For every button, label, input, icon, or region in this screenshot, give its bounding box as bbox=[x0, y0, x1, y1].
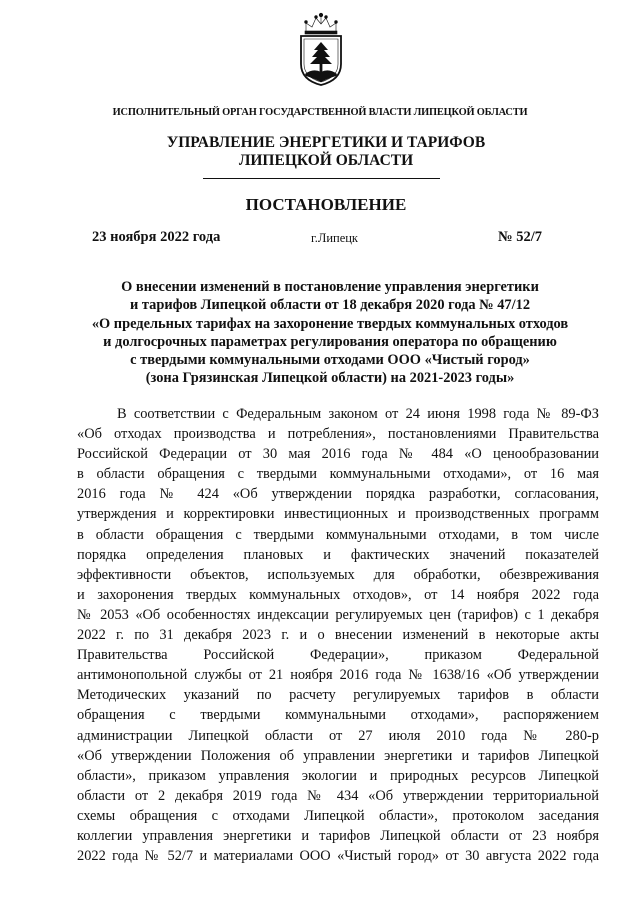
body-line: Методических указаний по расчету регулируемых тарифов в области bbox=[77, 687, 599, 704]
title-line: (зона Грязинская Липецкой области) на 2021-2023 годы» bbox=[145, 370, 515, 387]
title-line: «О предельных тарифах на захоронение твердых коммунальных отходов bbox=[91, 315, 569, 332]
body-line: Правительства Российской Федерации», приказом Федеральной bbox=[77, 647, 599, 664]
executive-body-label: ИСПОЛНИТЕЛЬНЫЙ ОРГАН ГОСУДАРСТВЕННОЙ ВЛАСТИ ЛИПЕЦКОЙ ОБЛАСТИ bbox=[112, 107, 528, 118]
coat-of-arms-icon bbox=[296, 12, 346, 86]
body-line: в области обращения с твердыми коммунальными отходами, в том числе bbox=[77, 526, 599, 543]
body-line: коллегии управления энергетики и тарифов Липецкой области от 23 ноября bbox=[77, 827, 599, 844]
body-line: схемы обращения с отходами Липецкой области», протоколом заседания bbox=[77, 807, 599, 824]
title-line: с твердыми коммунальными отходами ООО «Чистый город» bbox=[130, 352, 530, 369]
header-divider bbox=[203, 178, 440, 179]
title-line: и долгосрочных параметрах регулирования оператора по обращению bbox=[103, 333, 557, 350]
body-line: порядка определения плановых и фактических значений показателей bbox=[77, 546, 599, 563]
body-line: области», приказом управления экологии и природных ресурсов Липецкой bbox=[77, 767, 599, 784]
body-line: № 2053 «Об особенностях индексации регулируемых цен (тарифов) с 1 декабря bbox=[77, 606, 599, 623]
document-city: г.Липецк bbox=[311, 231, 359, 245]
body-line: В соответствии с Федеральным законом от 24 июня 1998 года № 89-ФЗ bbox=[117, 406, 599, 422]
department-name-line: ЛИПЕЦКОЙ ОБЛАСТИ bbox=[238, 152, 414, 169]
document-type-title: ПОСТАНОВЛЕНИЕ bbox=[245, 195, 407, 214]
body-line: «Об утверждении Положения об управлении энергетики и тарифов Липецкой bbox=[77, 747, 599, 764]
document-number: № 52/7 bbox=[498, 229, 542, 245]
body-line: 2022 года № 52/7 и материалами ООО «Чистый город» от 30 августа 2022 года bbox=[77, 848, 599, 865]
body-line: эффективности объектов, используемых для обработки, обезвреживания bbox=[77, 566, 599, 583]
body-line: администрации Липецкой области от 27 июля 2010 года № 280-р bbox=[77, 727, 599, 744]
department-name bbox=[0, 134, 640, 170]
body-line: 2016 года № 424 «Об утверждении порядка разработки, согласования, bbox=[77, 486, 599, 503]
document-date: 23 ноября 2022 года bbox=[92, 229, 221, 245]
department-name-line: УПРАВЛЕНИЕ ЭНЕРГЕТИКИ И ТАРИФОВ bbox=[166, 134, 486, 151]
body-line: области от 2 декабря 2019 года № 434 «Об утверждении территориальной bbox=[77, 787, 599, 804]
body-line: антимонопольной службы от 21 ноября 2016 года № 1638/16 «Об утверждении bbox=[77, 667, 599, 684]
title-line: и тарифов Липецкой области от 18 декабря 2020 года № 47/12 bbox=[129, 297, 531, 314]
body-line: обращения с твердыми коммунальными отходами», распоряжением bbox=[77, 707, 599, 724]
title-line: О внесении изменений в постановление управления энергетики bbox=[121, 279, 539, 295]
body-line: в области обращения с твердыми коммунальными отходами», от 16 мая bbox=[77, 466, 599, 483]
body-line: Российской Федерации от 30 мая 2016 года № 484 «О ценообразовании bbox=[77, 446, 599, 463]
body-line: «Об отходах производства и потребления», постановлениями Правительства bbox=[77, 426, 599, 443]
body-line: утверждения и корректировки инвестиционных и производственных программ bbox=[77, 506, 599, 523]
body-line: и захоронения твердых коммунальных отходов», от 14 ноября 2022 года bbox=[77, 586, 599, 603]
resolution-title bbox=[60, 278, 600, 388]
body-line: 2022 г. по 31 декабря 2023 г. и о внесении изменений в некоторые акты bbox=[77, 627, 599, 644]
resolution-body bbox=[77, 404, 599, 866]
